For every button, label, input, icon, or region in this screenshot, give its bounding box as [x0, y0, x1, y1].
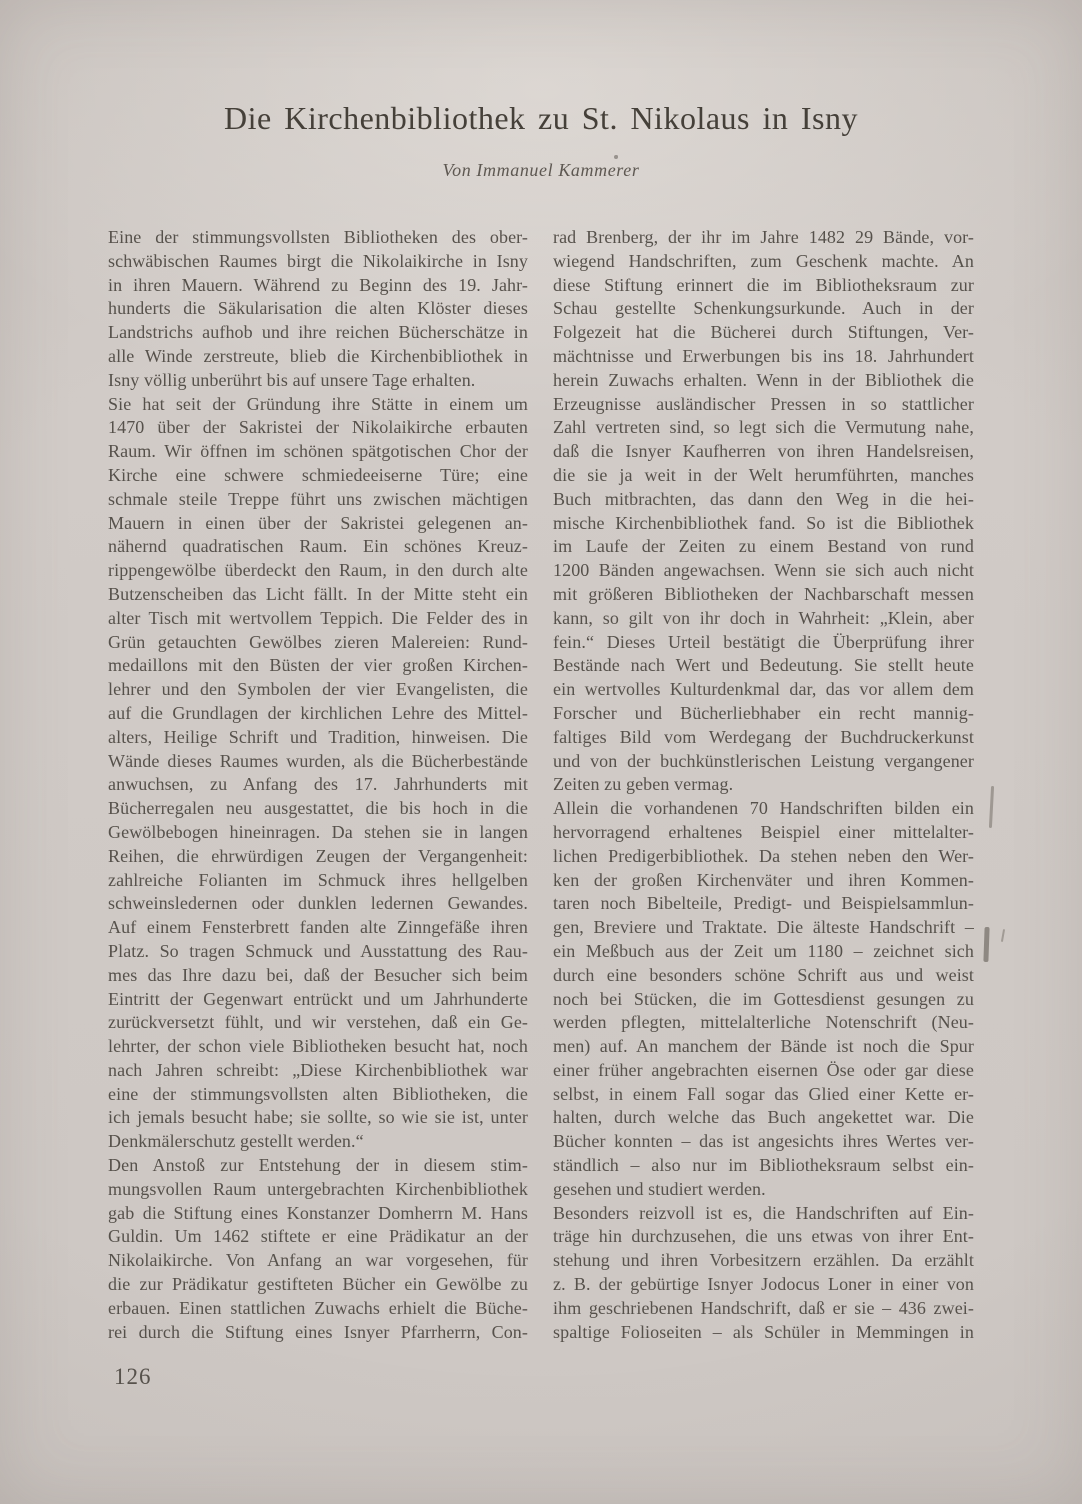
- text-line: ständlich – also nur im Bibliotheksraum selbst ein-: [553, 1155, 974, 1176]
- text-line: anwuchsen, zu Anfang des 17. Jahrhunderts mit: [108, 774, 528, 795]
- text-line: gab die Stiftung eines Konstanzer Domherrn M. Hans: [108, 1202, 528, 1223]
- text-line: Wände dieses Raumes wurden, als die Bücherbestände: [108, 750, 528, 771]
- text-line: wiegend Handschriften, zum Geschenk machte. An: [553, 250, 974, 271]
- text-line: halten, durch welche das Buch angekettet war. Die: [553, 1107, 974, 1128]
- text-line: Isny völlig unberührt bis auf unsere Tage erhalten.: [108, 369, 476, 390]
- text-line: auf die Grundlagen der kirchlichen Lehre des Mittel-: [108, 702, 528, 723]
- text-line: 1200 Bänden angewachsen. Wenn sie sich auch nicht: [553, 560, 974, 581]
- text-line: Zeiten zu geben vermag.: [553, 774, 734, 795]
- text-line: Butzenscheiben das Licht fällt. In der Mitte steht ein: [108, 583, 528, 604]
- text-line: Guldin. Um 1462 stiftete er eine Prädikatur an der: [108, 1226, 528, 1247]
- text-line: Sie hat seit der Gründung ihre Stätte in einem um: [108, 393, 528, 414]
- text-line: lichen Predigerbibliothek. Da stehen neben den Wer-: [553, 845, 974, 866]
- text-line: Kirche eine schwere schmiedeeiserne Türe; eine: [108, 464, 528, 485]
- text-line: Raum. Wir öffnen im schönen spätgotischen Chor der: [108, 441, 528, 462]
- text-line: 1470 über der Sakristei der Nikolaikirche erbauten: [108, 417, 528, 438]
- page-title: Die Kirchenbibliothek zu St. Nikolaus in Isny: [224, 100, 858, 136]
- text-columns: [108, 226, 974, 1344]
- text-line: selbst, in einem Fall sogar das Glied einer Kette er-: [553, 1083, 974, 1104]
- text-line: die zur Prädikatur gestifteten Bücher ein Gewölbe zu: [108, 1274, 528, 1295]
- text-line: men) auf. An manchem der Bände ist noch die Spur: [553, 1036, 974, 1057]
- text-line: Nikolaikirche. Von Anfang an war vorgesehen, für: [108, 1250, 528, 1271]
- text-line: gesehen und studiert werden.: [553, 1178, 766, 1199]
- text-line: Schau gestellte Schenkungsurkunde. Auch in der: [553, 298, 974, 319]
- text-line: Erzeugnisse ausländischer Pressen in so stattlicher: [553, 393, 974, 414]
- pencil-margin-mark: [989, 786, 994, 828]
- text-line: Bücherregalen neu ausgestattet, die bis hoch in die: [108, 798, 528, 819]
- text-line: alter Tisch mit wertvollem Teppich. Die Felder des in: [108, 607, 528, 628]
- text-line: mächtnisse und Erwerbungen bis ins 18. Jahrhundert: [553, 345, 974, 366]
- text-line: Landstrichs aufhob und ihre reichen Bücherschätze in: [108, 322, 528, 343]
- text-line: Bestände nach Wert und Bedeutung. Sie stellt heute: [553, 655, 974, 676]
- text-line: faltiges Bild vom Werdegang der Buchdruckerkunst: [553, 726, 974, 747]
- text-line: Forscher und Bücherliebhaber ein recht mannig-: [553, 702, 974, 723]
- text-line: ein Meßbuch aus der Zeit um 1180 – zeichnet sich: [553, 940, 974, 961]
- text-line: fein.“ Dieses Urteil bestätigt die Überprüfung ihrer: [553, 631, 974, 652]
- text-line: Auf einem Fensterbrett fanden alte Zinngefäße ihren: [108, 917, 528, 938]
- text-line: mes das Ihre dazu bei, daß der Besucher sich beim: [108, 964, 528, 985]
- text-line: rei durch die Stiftung eines Isnyer Pfarrherrn, Con-: [108, 1321, 528, 1342]
- text-line: schmale steile Treppe führt uns zwischen mächtigen: [108, 488, 528, 509]
- pencil-margin-mark: [1001, 929, 1005, 942]
- pencil-margin-mark: [983, 927, 989, 962]
- text-line: gen, Breviere und Traktate. Die älteste Handschrift –: [553, 917, 974, 938]
- text-line: mische Kirchenbibliothek fand. So ist die Bibliothek: [553, 512, 974, 533]
- text-line: eine der stimmungsvollsten alten Bibliotheken, die: [108, 1083, 528, 1104]
- text-line: nach Jahren schreibt: „Diese Kirchenbibliothek war: [108, 1059, 528, 1080]
- text-line: spaltige Folioseiten – als Schüler in Memmingen in: [553, 1321, 974, 1342]
- text-line: noch bei Stücken, die im Gottesdienst gesungen zu: [553, 988, 974, 1009]
- text-line: Eintritt der Gegenwart entrückt und um Jahrhunderte: [108, 988, 528, 1009]
- left-column: [108, 226, 528, 1344]
- text-line: träge hin durchzusehen, die uns etwas von ihrer Ent-: [553, 1226, 974, 1247]
- text-line: diese Stiftung erinnert die im Bibliotheksraum zur: [553, 274, 974, 295]
- text-line: Gewölbebogen hineinragen. Da stehen sie in langen: [108, 821, 528, 842]
- text-line: taren noch Bibelteile, Predigt- und Beispielsammlun-: [553, 893, 974, 914]
- text-line: rippengewölbe überdeckt den Raum, in den durch alte: [108, 560, 528, 581]
- text-line: medaillons mit den Büsten der vier großen Kirchen-: [108, 655, 528, 676]
- text-line: alle Winde zerstreute, blieb die Kirchenbibliothek in: [108, 345, 528, 366]
- text-line: werden pflegten, mittelalterliche Notenschrift (Neu-: [553, 1012, 974, 1033]
- text-line: Zahl vertreten sind, so legt sich die Vermutung nahe,: [553, 417, 974, 438]
- ink-speck: [614, 155, 618, 159]
- text-line: zurückversetzt fühlt, und wir verstehen, daß ein Ge-: [108, 1012, 528, 1033]
- text-line: ich jemals besucht habe; sie sollte, so wie sie ist, unter: [108, 1107, 528, 1128]
- text-line: Buch mitbrachten, das dann den Weg in die hei-: [553, 488, 974, 509]
- page-number: 126: [114, 1364, 152, 1389]
- text-line: im Laufe der Zeiten zu einem Bestand von rund: [553, 536, 974, 557]
- text-line: alters, Heilige Schrift und Tradition, hinweisen. Die: [108, 726, 528, 747]
- text-line: in ihren Mauern. Während zu Beginn des 19. Jahr-: [108, 274, 528, 295]
- text-line: ein wertvolles Kulturdenkmal dar, das vor allem dem: [553, 679, 974, 700]
- text-line: Mauern in einen über der Sakristei gelegenen an-: [108, 512, 528, 533]
- text-line: ihm geschriebenen Handschrift, daß er sie – 436 zwei-: [553, 1297, 974, 1318]
- text-line: ken der großen Kirchenväter und ihren Kommen-: [553, 869, 974, 890]
- text-line: nähernd quadratischen Raum. Ein schönes Kreuz-: [108, 536, 528, 557]
- text-line: zahlreiche Folianten im Schmuck ihres hellgelben: [108, 869, 528, 890]
- text-line: die sie ja weit in der Welt herumführten, manches: [553, 464, 974, 485]
- text-line: einer früher angebrachten eisernen Öse oder gar diese: [553, 1059, 974, 1080]
- text-line: mit größeren Bibliotheken der Nachbarschaft messen: [553, 583, 974, 604]
- text-line: hervorragend erhaltenes Beispiel einer mittelalter-: [553, 821, 974, 842]
- text-line: Den Anstoß zur Entstehung der in diesem stim-: [108, 1155, 528, 1176]
- text-line: Folgezeit hat die Bücherei durch Stiftungen, Ver-: [553, 322, 974, 343]
- text-line: z. B. der gebürtige Isnyer Jodocus Loner in einer von: [553, 1274, 974, 1295]
- right-column: [553, 226, 974, 1344]
- text-line: Bücher konnten – das ist angesichts ihres Wertes ver-: [553, 1131, 974, 1152]
- text-line: Reihen, die ehrwürdigen Zeugen der Vergangenheit:: [108, 845, 528, 866]
- text-line: Eine der stimmungsvollsten Bibliotheken des ober-: [108, 227, 528, 247]
- text-line: schweinsledernen oder dunklen ledernen Gewandes.: [108, 893, 528, 914]
- text-line: schwäbischen Raumes birgt die Nikolaikirche in Isny: [108, 250, 528, 271]
- text-line: herein Zuwachs erhalten. Wenn in der Bibliothek die: [553, 369, 974, 390]
- text-line: Allein die vorhandenen 70 Handschriften bilden ein: [553, 798, 974, 819]
- text-line: Grün getauchten Gewölbes zieren Malereien: Rund-: [108, 631, 528, 652]
- text-line: rad Brenberg, der ihr im Jahre 1482 29 Bände, vor-: [553, 227, 974, 247]
- text-line: kann, so gilt von ihr doch in Wahrheit: „Klein, aber: [553, 607, 974, 628]
- text-line: durch eine besonders schöne Schrift aus und weist: [553, 964, 974, 985]
- byline: Von Immanuel Kammerer: [442, 160, 640, 180]
- text-line: Platz. So tragen Schmuck und Ausstattung des Rau-: [108, 940, 528, 961]
- text-line: erbauen. Einen stattlichen Zuwachs erhielt die Büche-: [108, 1297, 528, 1318]
- text-line: hunderts die Säkularisation die alten Klöster dieses: [108, 298, 528, 319]
- text-line: mungsvollen Raum untergebrachten Kirchenbibliothek: [108, 1178, 528, 1199]
- text-line: und von der buchkünstlerischen Leistung vergangener: [553, 750, 974, 771]
- text-line: stehung und ihren Vorbesitzern erzählen. Da erzählt: [553, 1250, 974, 1271]
- text-line: Besonders reizvoll ist es, die Handschriften auf Ein-: [553, 1202, 974, 1223]
- text-line: lehrer und den Symbolen der vier Evangelisten, die: [108, 679, 528, 700]
- text-line: Denkmälerschutz gestellt werden.“: [108, 1131, 364, 1152]
- text-line: lehrter, der schon viele Bibliotheken besucht hat, noch: [108, 1036, 528, 1057]
- text-line: daß die Isnyer Kaufherren von ihren Handelsreisen,: [553, 441, 974, 462]
